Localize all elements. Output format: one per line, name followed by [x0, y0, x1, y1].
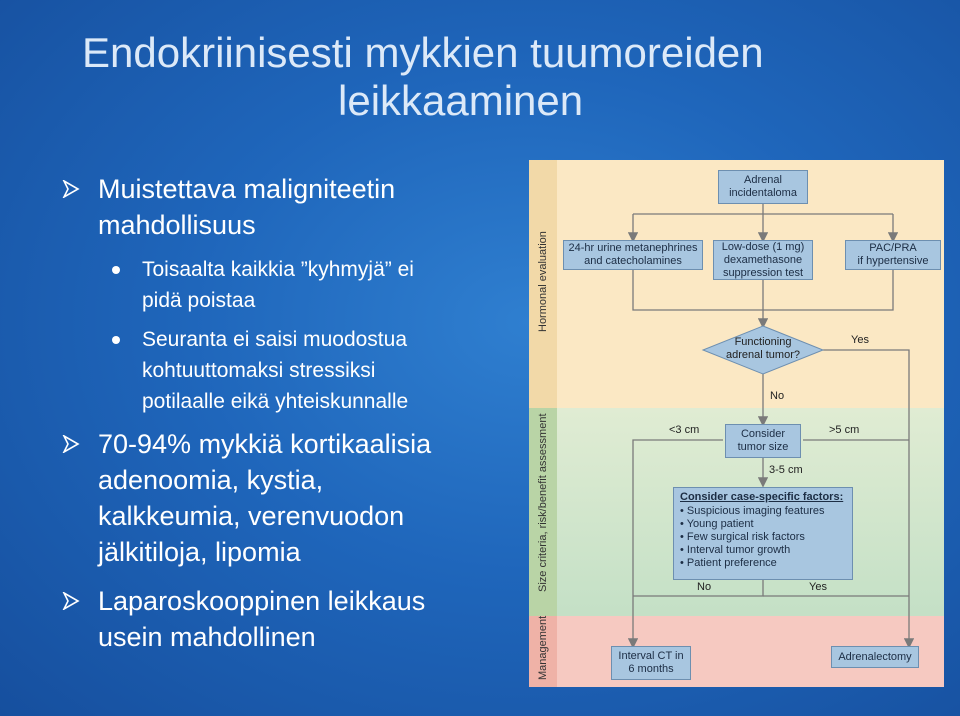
factor-item: • Patient preference	[680, 557, 777, 569]
node-tumor-size: Consider tumor size	[725, 424, 801, 458]
factor-item: • Few surgical risk factors	[680, 531, 805, 543]
subbullet-2-line-2: kohtuuttomaksi stressiksi	[142, 359, 376, 382]
arrow-bullet-icon	[62, 592, 80, 610]
label-yes-factors: Yes	[809, 581, 827, 593]
bullet-2-text-cont-2: kalkkeumia, verenvuodon	[98, 501, 405, 531]
dot-bullet-icon	[112, 266, 120, 274]
incidentaloma-flowchart	[529, 160, 944, 687]
subbullet-2-line-3: potilaalle eikä yhteiskunnalle	[142, 390, 409, 413]
node-pac-pra: PAC/PRA if hypertensive	[845, 240, 941, 270]
bullet-2-text-cont-1: adenoomia, kystia,	[98, 465, 324, 495]
factor-item: • Interval tumor growth	[680, 544, 791, 556]
subbullet-1-line-1: Toisaalta kaikkia ”kyhmyjä” ei	[142, 258, 414, 281]
factor-item: • Young patient	[680, 518, 754, 530]
node-adrenal-incidentaloma: Adrenal incidentaloma	[718, 170, 808, 204]
phase-label-hormonal: Hormonal evaluation	[537, 231, 549, 332]
bullet-1-text-cont: mahdollisuus	[98, 210, 256, 240]
dot-bullet-icon	[112, 336, 120, 344]
title-line-1: Endokriinisesti mykkien tuumoreiden	[82, 29, 764, 76]
bullet-2-text-cont-3: jälkitiloja, lipomia	[98, 537, 301, 567]
case-specific-factors-box	[673, 487, 853, 580]
arrow-bullet-icon	[62, 435, 80, 453]
node-urine-test: 24-hr urine metanephrines and catecholamines	[563, 240, 703, 270]
phase-label-management: Management	[537, 615, 549, 680]
node-dexamethasone-test: Low-dose (1 mg) dexamethasone suppression test	[713, 240, 813, 280]
node-functioning-tumor: Functioning adrenal tumor?	[726, 336, 800, 361]
label-lt-3cm: <3 cm	[669, 424, 700, 436]
title-line-2: leikkaaminen	[338, 77, 584, 124]
bullet-3-text: Laparoskooppinen leikkaus	[98, 586, 426, 616]
bullet-2-text: 70-94% mykkiä kortikaalisia	[98, 429, 432, 459]
subbullet-2-line-1: Seuranta ei saisi muodostua	[142, 328, 407, 351]
bullet-3-text-cont: usein mahdollinen	[98, 622, 316, 652]
arrow-bullet-icon	[62, 180, 80, 198]
label-no-functioning: No	[770, 390, 785, 402]
label-no-factors: No	[697, 581, 712, 593]
bullet-1-text: Muistettava maligniteetin	[98, 174, 396, 204]
subbullet-1-line-2: pidä poistaa	[142, 289, 256, 312]
label-gt-5cm: >5 cm	[829, 424, 860, 436]
label-yes-functioning: Yes	[851, 334, 869, 346]
phase-label-size: Size criteria, risk/benefit assessment	[537, 413, 549, 592]
node-adrenalectomy: Adrenalectomy	[831, 646, 919, 668]
label-3-5cm: 3-5 cm	[769, 464, 803, 476]
node-interval-ct: Interval CT in 6 months	[611, 646, 691, 680]
factor-item: • Suspicious imaging features	[680, 505, 825, 517]
factors-heading: Consider case-specific factors:	[680, 491, 844, 503]
